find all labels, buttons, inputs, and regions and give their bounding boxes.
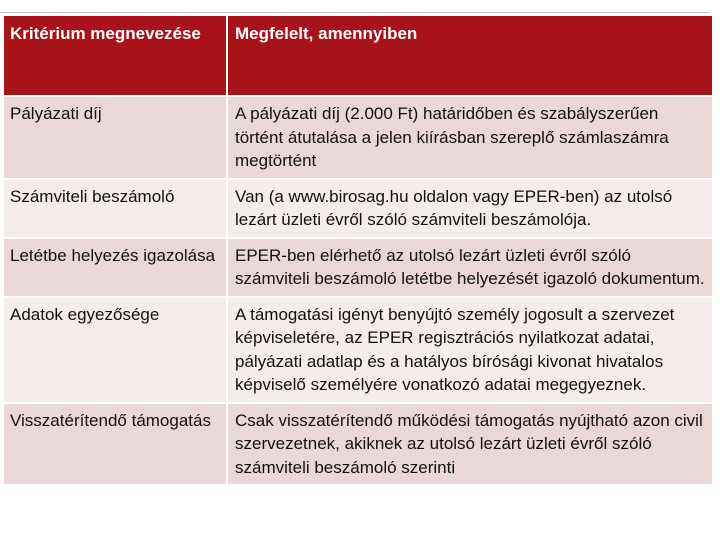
table-row [3, 297, 713, 403]
criteria-table [2, 14, 714, 486]
condition-cell: EPER-ben elérhető az utolsó lezárt üzleti évről szóló számviteli beszámoló letétbe helyezését igazoló dokumentum. [227, 238, 713, 297]
criterion-cell: Letétbe helyezés igazolása [3, 238, 227, 297]
table-row [3, 96, 713, 179]
criterion-cell: Adatok egyezősége [3, 297, 227, 403]
table-row [3, 179, 713, 238]
header-condition: Megfelelt, amennyiben [227, 15, 713, 96]
criterion-cell: Pályázati díj [3, 96, 227, 179]
condition-cell: Csak visszatérítendő működési támogatás nyújtható azon civil szervezetnek, akiknek az utolsó lezárt üzleti évről szóló számviteli beszámoló szerinti [227, 403, 713, 486]
criterion-cell: Számviteli beszámoló [3, 179, 227, 238]
condition-cell: A támogatási igényt benyújtó személy jogosult a szervezet képviseletére, az EPER regisztrációs nyilatkozat adatai, pályázati adatlap és a hatályos bírósági kivonat hivatalos képviselő személyére vonatkozó adatai megegyeznek. [227, 297, 713, 403]
table-row [3, 238, 713, 297]
table-header-row [3, 15, 713, 96]
condition-cell: A pályázati díj (2.000 Ft) határidőben és szabályszerűen történt átutalása a jelen kiírásban szereplő számlaszámra megtörtént [227, 96, 713, 179]
table-row [3, 403, 713, 486]
condition-cell: Van (a www.birosag.hu oldalon vagy EPER-ben) az utolsó lezárt üzleti évről szóló számviteli beszámolója. [227, 179, 713, 238]
top-divider [0, 12, 710, 13]
header-criterion: Kritérium megnevezése [3, 15, 227, 96]
criterion-cell: Visszatérítendő támogatás [3, 403, 227, 486]
